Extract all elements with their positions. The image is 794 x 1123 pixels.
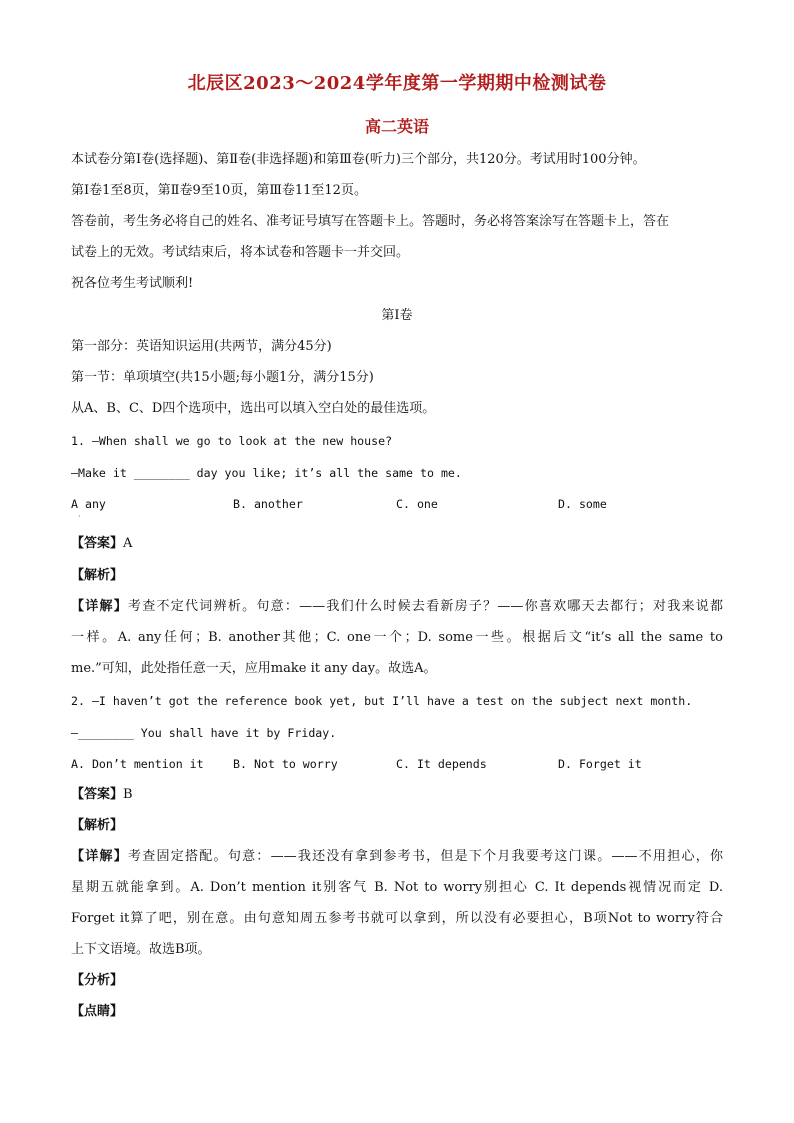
option-d: D. Forget it [558,757,642,771]
intro-line: 试卷上的无效。考试结束后，将本试卷和答题卡一并交回。 [71,245,410,260]
intro-line: 祝各位考生考试顺利! [71,276,194,291]
volume-title: 第Ⅰ卷 [381,308,413,323]
detail-line: Forget it算了吧，别在意。由句意知周五参考书就可以拿到，所以没有必要担心，B项Not to worry符合 [71,911,723,926]
question-1-response: —Make it ________ day you like; it’s all the same to me. [71,466,462,480]
answer-tag: 【答案】 [71,787,124,802]
answer-line [71,535,723,553]
fenxi-tag: 【分析】 [71,973,124,988]
detail-line: me.”可知，此处指任意一天，应用make it any day。故选A。 [71,661,437,676]
option-d: D. some [558,497,607,511]
option-c: C. one [396,497,438,511]
answer-line [71,786,723,804]
section-heading: 第一节：单项填空(共15小题;每小题1分，满分15分) [71,370,374,385]
answer-tag: 【答案】 [71,536,124,551]
detail-text: 考查固定搭配。句意：——我还没有拿到参考书，但是下个月我要考这门课。——不用担心，你 [128,849,723,864]
detail-line [71,848,723,866]
option-b: B. Not to worry [233,757,338,771]
option-a: A. Don’t mention it [71,757,204,771]
detail-text: 考查不定代词辨析。句意：——我们什么时候去看新房子？——你喜欢哪天去都行；对我来说都 [128,599,723,614]
detail-line: 上下文语境。故选B项。 [71,942,211,957]
question-1-stem: 1. —When shall we go to look at the new house? [71,434,393,448]
detail-tag: 【详解】 [71,849,129,864]
exam-title: 北辰区2023～2024学年度第一学期期中检测试卷 [187,73,607,94]
detail-line: 星期五就能拿到。A. Don’t mention it别客气 B. Not to worry别担心 C. It depends视情况而定 D. [71,880,723,895]
question-2-stem: 2. —I haven’t got the reference book yet, but I’ll have a test on the subject next month. [71,694,693,708]
intro-line: 本试卷分第Ⅰ卷(选择题)、第Ⅱ卷(非选择题)和第Ⅲ卷(听力)三个部分，共120分。考试用时100分钟。 [71,152,646,167]
decorative-mark: · [78,512,81,521]
dianjing-tag: 【点睛】 [71,1004,124,1019]
detail-tag: 【详解】 [71,599,129,614]
detail-line [71,598,723,616]
part-heading: 第一部分：英语知识运用(共两节，满分45分) [71,339,332,354]
answer-value: A [123,536,133,551]
answer-value: B [123,787,133,802]
directions: 从A、B、C、D四个选项中，选出可以填入空白处的最佳选项。 [71,401,436,416]
exam-subject: 高二英语 [364,117,429,136]
option-b: B. another [233,497,303,511]
question-1-options [71,495,723,513]
option-a: A any [71,497,106,511]
detail-line: 一样。A. any任何；B. another其他；C. one一个；D. some一些。根据后文“it’s all the same to [71,630,723,645]
analysis-tag: 【解析】 [71,568,124,583]
intro-line: 答卷前，考生务必将自己的姓名、准考证号填写在答题卡上。答题时，务必将答案涂写在答题卡上，答在 [71,214,670,229]
intro-line: 第Ⅰ卷1至8页，第Ⅱ卷9至10页，第Ⅲ卷11至12页。 [71,183,367,198]
question-2-response: —________ You shall have it by Friday. [71,726,337,740]
option-c: C. It depends [396,757,487,771]
analysis-tag: 【解析】 [71,818,124,833]
question-2-options [71,755,723,773]
